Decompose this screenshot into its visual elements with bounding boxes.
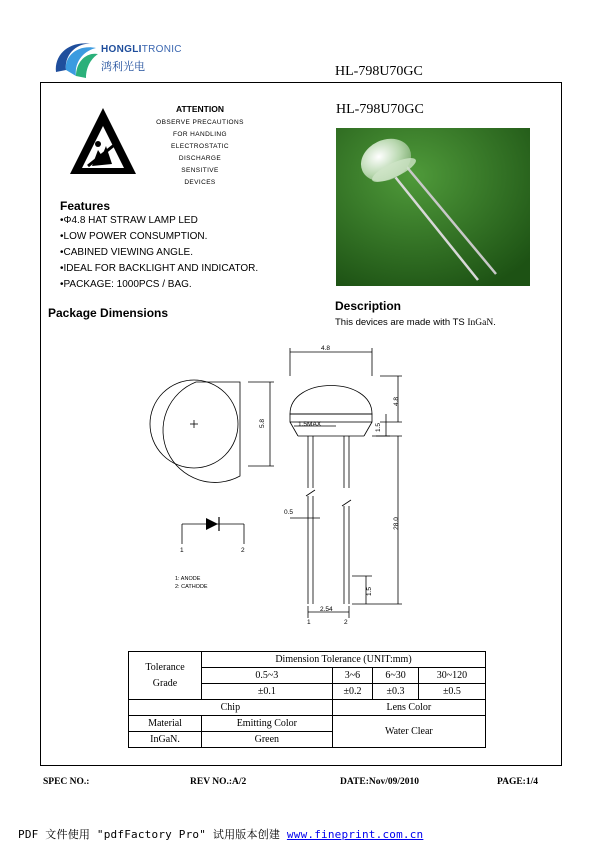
dim-bottom-gap: 1.5 [366,586,374,597]
dim-body-height: 5.8 [259,418,267,429]
dim-flange: 1.5MAX [298,421,322,428]
top-view-outline [150,380,274,482]
product-photo [336,128,530,286]
esd-warning-icon [68,106,138,176]
lens-color-header: Lens Color [332,700,485,716]
tolerance-header: Dimension Tolerance (UNIT:mm) [202,652,486,668]
feature-item: •LOW POWER CONSUMPTION. [60,231,208,242]
tolerance-value: ±0.3 [373,684,419,700]
feature-item: •IDEAL FOR BACKLIGHT AND INDICATOR. [60,263,259,274]
attention-line: FOR HANDLING [173,131,227,138]
side-view-outline [290,348,402,618]
package-dimensions-title: Package Dimensions [48,306,169,320]
dim-pitch: 2.54 [320,606,333,613]
legend-cathode: 2: CATHODE [175,584,208,590]
dim-dome-height: 4.8 [393,396,401,407]
attention-line: ELECTROSTATIC [170,143,230,150]
dim-flange-height: 1.5 [375,422,383,433]
tolerance-range: 30~120 [418,668,485,684]
lens-color-value: Water Clear [332,716,485,748]
dim-top-width: 4.8 [321,345,331,352]
dim-lead-length: 28.0 [392,517,400,530]
symbol-pin-label: 1 [180,547,184,554]
material-header: Material [129,716,202,732]
tolerance-range: 3~6 [332,668,373,684]
led-photo-illustration [336,128,530,286]
footer-date: DATE:Nov/09/2010 [340,777,419,787]
attention-line: SENSITIVE [181,167,219,174]
dim-lead-width: 0.5 [284,509,294,516]
tolerance-range: 0.5~3 [202,668,333,684]
tolerance-value: ±0.5 [418,684,485,700]
header-model-number: HL-798U70GC [335,64,423,79]
tolerance-grade-label: Tolerance Grade [129,652,202,700]
tolerance-value: ±0.1 [202,684,333,700]
feature-item: •CABINED VIEWING ANGLE. [60,247,193,258]
attention-line: OBSERVE PRECAUTIONS [156,119,244,126]
logo-text-cn: 鸿利光电 [101,61,145,73]
chip-header: Chip [129,700,333,716]
description-text: This devices are made with TS InGaN. [335,317,496,328]
pin-label: 2 [344,619,348,626]
description-title: Description [335,299,402,313]
symbol-pin-label: 2 [241,547,245,554]
pdf-watermark: PDF 文件使用 "pdfFactory Pro" 试用版本创建 www.fineprint.com.cn [18,828,424,841]
footer-spec-no: SPEC NO.: [43,777,90,787]
emitting-color-header: Emitting Color [202,716,333,732]
feature-item: •Φ4.8 HAT STRAW LAMP LED [60,215,198,226]
description-model-number: HL-798U70GC [336,102,424,117]
attention-title: ATTENTION [175,104,224,114]
footer-page: PAGE:1/4 [497,777,538,787]
feature-item: •PACKAGE: 1000PCS / BAG. [60,279,192,290]
tolerance-table [128,651,486,748]
logo-text-en: HONGLITRONIC [101,44,182,55]
watermark-link[interactable]: www.fineprint.com.cn [286,828,424,841]
features-title: Features [60,199,111,213]
diode-symbol-icon [182,524,244,544]
tolerance-value: ±0.2 [332,684,373,700]
emitting-color-value: Green [202,732,333,748]
tolerance-range: 6~30 [373,668,419,684]
attention-line: DEVICES [184,179,216,186]
footer-rev-no: REV NO.:A/2 [190,777,247,787]
legend-anode: 1: ANODE [175,576,201,582]
material-value: InGaN. [129,732,202,748]
logo-swirl-icon [56,43,98,78]
attention-line: DISCHARGE [178,155,222,162]
pin-label: 1 [307,619,311,626]
package-drawing [140,336,560,636]
